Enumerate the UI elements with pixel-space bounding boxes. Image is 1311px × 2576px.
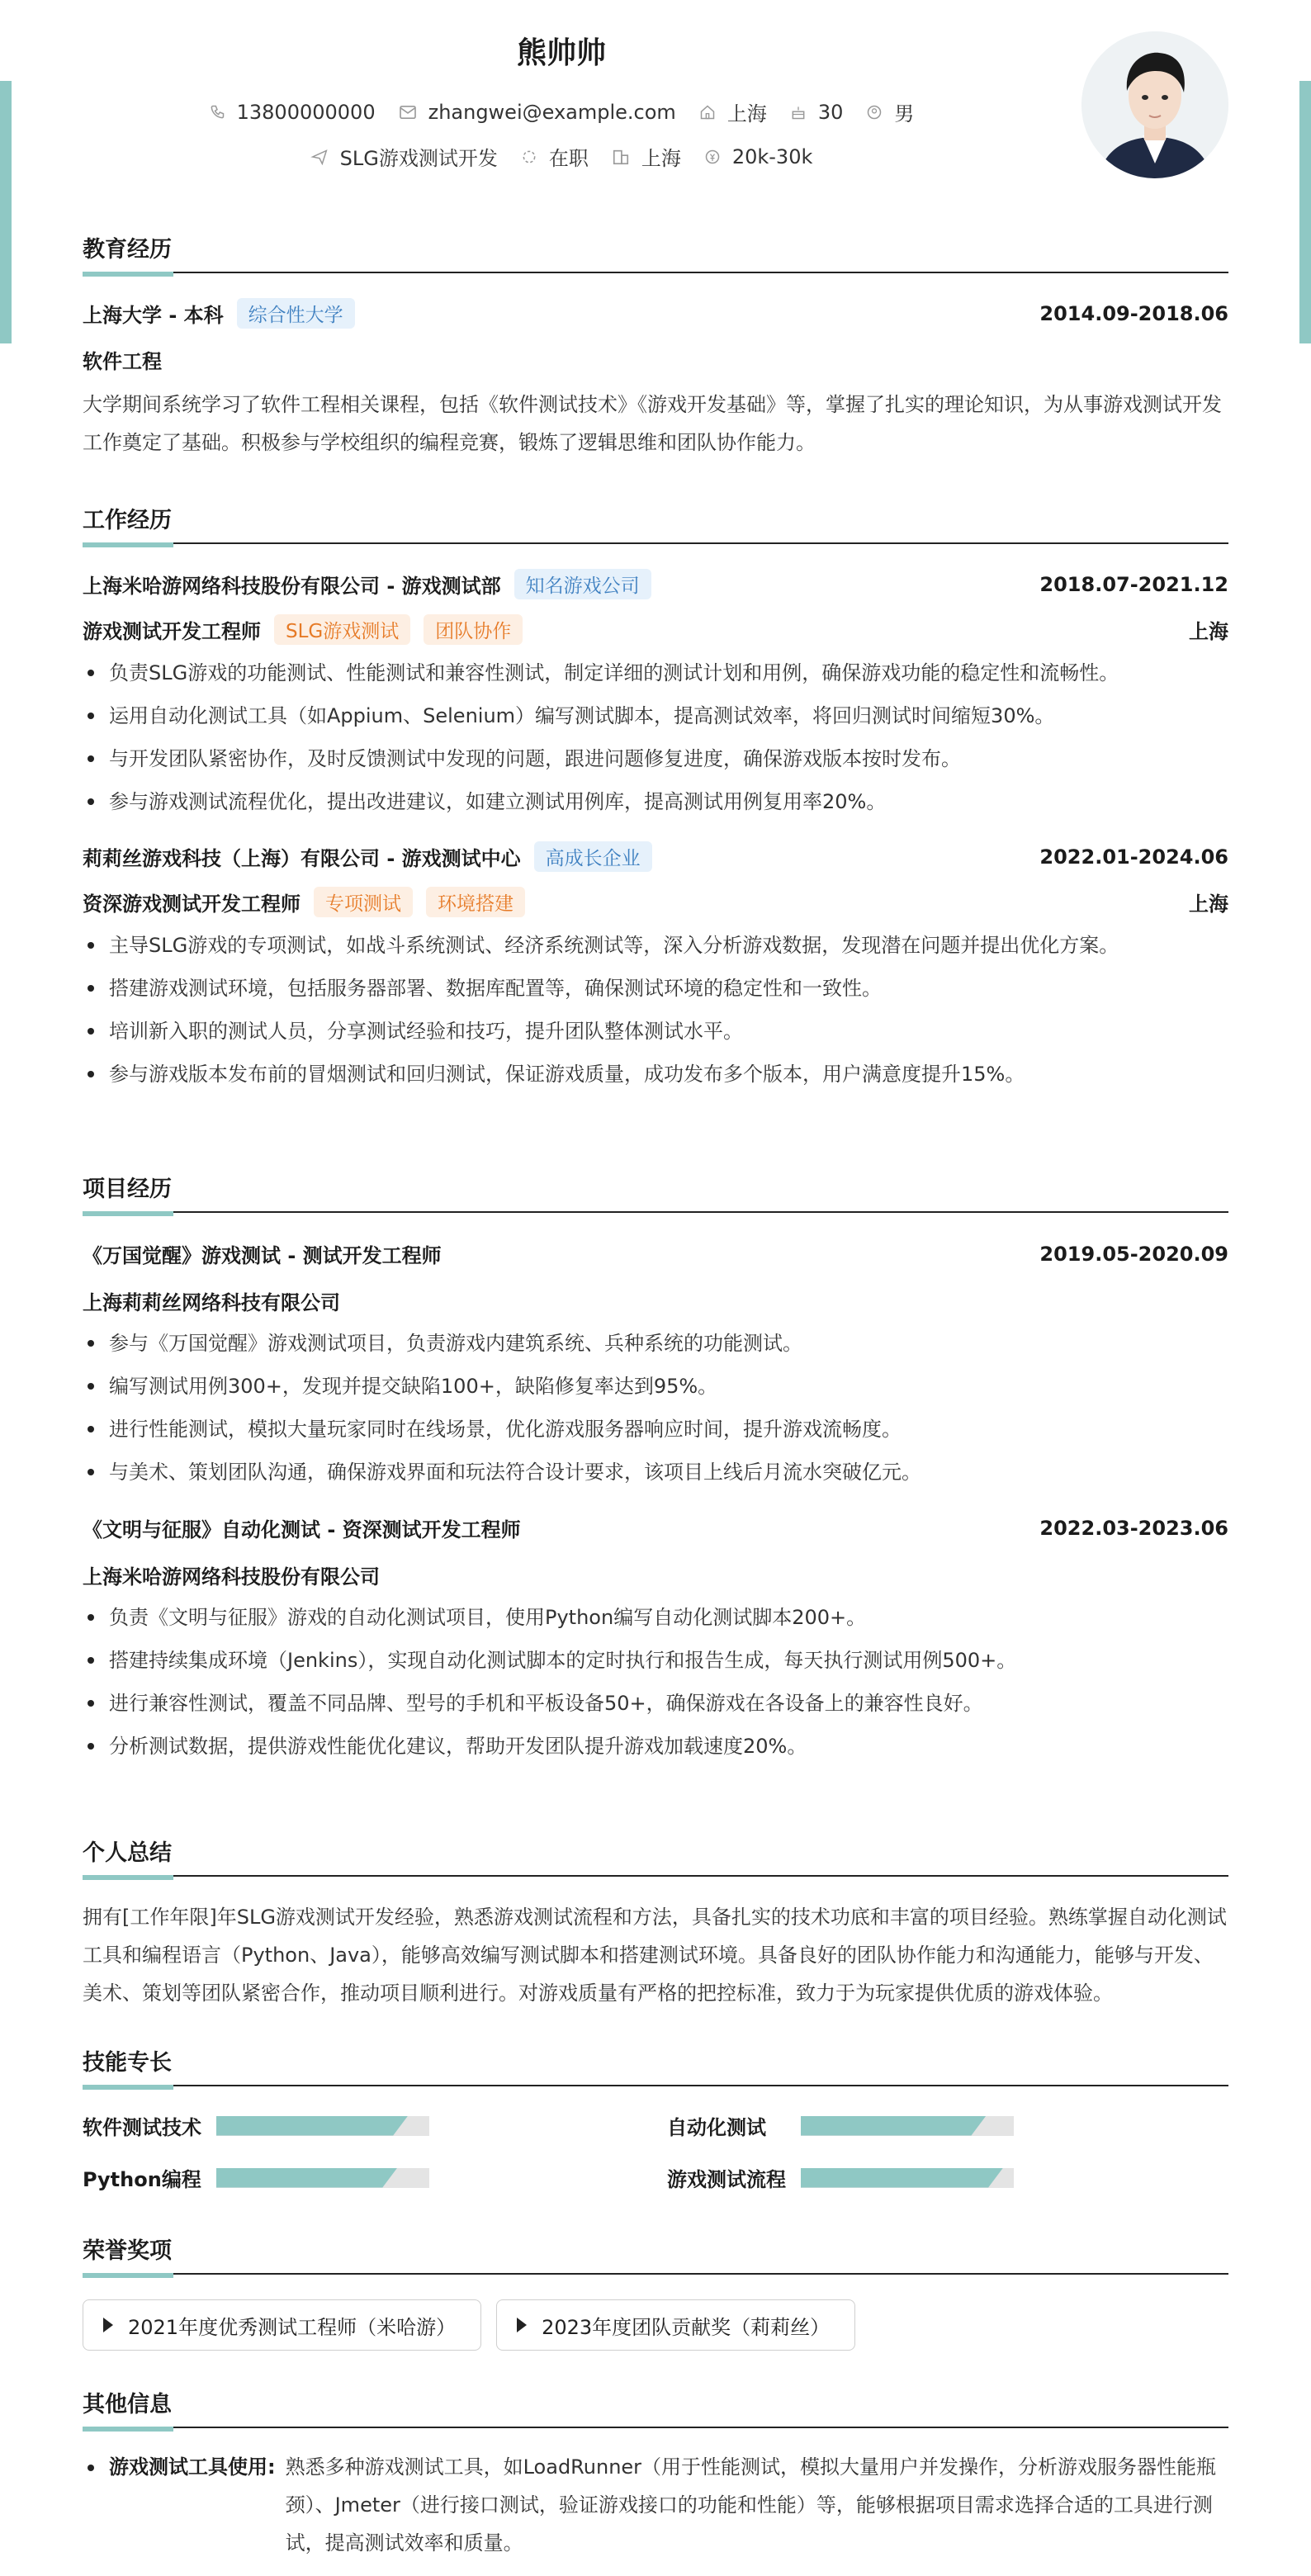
skill-name: Python编程 (83, 2168, 201, 2191)
company-tag: 高成长企业 (534, 841, 652, 872)
list-item: 进行兼容性测试，覆盖不同品牌、型号的手机和平板设备50+，确保游戏在各设备上的兼容性良好。 (83, 1682, 1228, 1725)
gender-info (866, 97, 914, 126)
position-text: SLG游戏测试开发 (339, 147, 498, 170)
project-bullets (83, 1596, 1228, 1768)
candidate-name: 熊帅帅 (516, 36, 606, 70)
summary-title: 个人总结 (83, 1835, 1228, 1877)
education-header (83, 298, 1228, 329)
city-text: 上海 (726, 102, 767, 125)
skill-name: 软件测试技术 (83, 2116, 201, 2139)
project-period: 2022.03-2023.06 (1039, 1516, 1228, 1540)
phone-icon (209, 104, 225, 121)
job-role: 游戏测试开发工程师 (83, 620, 261, 643)
job-entry (83, 569, 1228, 823)
award-item (83, 2299, 481, 2351)
avatar (1081, 31, 1228, 178)
home-icon (699, 104, 716, 121)
education-period: 2014.09-2018.06 (1039, 301, 1228, 325)
job-bullets (83, 924, 1228, 1096)
list-item: 搭建持续集成环境（Jenkins），实现自动化测试脚本的定时执行和报告生成，每天执行测试用例500+。 (83, 1639, 1228, 1682)
projects-section (83, 1171, 1228, 1768)
list-item: 参与游戏版本发布前的冒烟测试和回归测试，保证游戏质量，成功发布多个版本，用户满意度提升15%。 (83, 1053, 1228, 1096)
job-period: 2018.07-2021.12 (1039, 572, 1228, 596)
award-item (496, 2299, 855, 2351)
mail-icon (399, 105, 417, 120)
school-tag: 综合性大学 (237, 298, 355, 329)
salary-info (704, 145, 813, 168)
status-text: 在职 (548, 147, 589, 170)
project-period: 2019.05-2020.09 (1039, 1242, 1228, 1266)
job-header (83, 841, 1228, 872)
award-label: 2021年度优秀测试工程师（米哈游） (128, 2315, 457, 2339)
skill-bar (216, 2116, 429, 2136)
skill-bar-fill (216, 2168, 397, 2188)
project-header (83, 1513, 1228, 1542)
awards-list (83, 2299, 1228, 2351)
skill-name: 游戏测试流程 (667, 2168, 786, 2191)
project-entry (83, 1513, 1228, 1768)
company-name: 上海米哈游网络科技股份有限公司 - 游戏测试部 (83, 575, 501, 598)
skills-title: 技能专长 (83, 2044, 1228, 2086)
list-item: 搭建游戏测试环境，包括服务器部署、数据库配置等，确保测试环境的稳定性和一致性。 (83, 967, 1228, 1010)
job-header (83, 569, 1228, 599)
list-item: 与开发团队紧密协作，及时反馈测试中发现的问题，跟进问题修复进度，确保游戏版本按时发布。 (83, 737, 1228, 780)
skill-tag: 团队协作 (424, 614, 523, 645)
project-entry (83, 1239, 1228, 1494)
list-item: 参与游戏测试流程优化，提出改进建议，如建立测试用例库，提高测试用例复用率20%。 (83, 780, 1228, 823)
list-item: 培训新入职的测试人员，分享测试经验和技巧，提升团队整体测试水平。 (83, 1010, 1228, 1053)
other-label: 游戏测试工具使用: (109, 2455, 276, 2479)
other-title: 其他信息 (83, 2386, 1228, 2428)
project-name: 《万国觉醒》游戏测试 - 测试开发工程师 (83, 1244, 442, 1267)
list-item: 负责《文明与征服》游戏的自动化测试项目，使用Python编写自动化测试脚本200+。 (83, 1596, 1228, 1639)
skill-item (667, 2111, 1228, 2140)
avatar-portrait (1081, 31, 1228, 178)
education-description: 大学期间系统学习了软件工程相关课程，包括《软件测试技术》《游戏开发基础》等，掌握了扎实的理论知识，为从事游戏测试开发工作奠定了基础。积极参与学校组织的编程竞赛，锻炼了逻辑思维和团队协作能力。 (83, 393, 1222, 454)
status-info (521, 142, 589, 171)
job-role-row (83, 887, 1228, 917)
skill-bar-fill (801, 2116, 986, 2136)
other-section (83, 2386, 1228, 2562)
school-name: 上海大学 - 本科 (83, 304, 224, 327)
building-icon (612, 148, 630, 166)
skill-item (83, 2163, 667, 2192)
skill-name: 自动化测试 (667, 2116, 766, 2139)
project-company: 上海莉莉丝网络科技有限公司 (83, 1291, 340, 1314)
company-name: 莉莉丝游戏科技（上海）有限公司 - 游戏测试中心 (83, 847, 521, 870)
work-section (83, 502, 1228, 1096)
salary-text: 20k-30k (731, 144, 813, 168)
awards-title: 荣誉奖项 (83, 2233, 1228, 2275)
summary-text: 拥有[工作年限]年SLG游戏测试开发经验，熟悉游戏测试流程和方法，具备扎实的技术功底和丰富的项目经验。熟练掌握自动化测试工具和编程语言（Python、Java），能够高效编写测试脚本和搭建测试环境。具备良好的团队协作能力和沟通能力，能够与开发、美术、策划等团队紧密合作，推动项目顺利进行。对游戏质量有严格的把控标准，致力于为玩家提供优质的游戏体验。 (83, 1906, 1227, 2005)
gender-text: 男 (894, 102, 915, 125)
email-info (399, 101, 676, 124)
major: 软件工程 (83, 350, 162, 373)
skill-tag: 专项测试 (314, 887, 413, 917)
skill-item (83, 2111, 667, 2140)
target-city-text: 上海 (641, 147, 681, 170)
company-tag: 知名游戏公司 (514, 569, 651, 599)
other-text: 熟悉多种游戏测试工具，如LoadRunner（用于性能测试，模拟大量用户并发操作，分析游戏服务器性能瓶颈）、Jmeter（进行接口测试，验证游戏接口的功能和性能）等，能够根据项目需求选择合适的工具进行测试，提高测试效率和质量。 (285, 2455, 1217, 2555)
work-title: 工作经历 (83, 502, 1228, 544)
award-label: 2023年度团队贡献奖（莉莉丝） (542, 2315, 831, 2339)
skill-tag: 环境搭建 (426, 887, 525, 917)
summary-section (83, 1835, 1228, 2012)
cake-icon (790, 104, 807, 121)
triangle-icon (103, 2318, 113, 2332)
position-info (310, 142, 498, 171)
age-info (790, 101, 844, 124)
education-title: 教育经历 (83, 231, 1228, 273)
list-item: 进行性能测试，模拟大量玩家同时在线场景，优化游戏服务器响应时间，提升游戏流畅度。 (83, 1408, 1228, 1451)
job-period: 2022.01-2024.06 (1039, 845, 1228, 869)
skill-bar (801, 2116, 1014, 2136)
triangle-icon (517, 2318, 527, 2332)
skill-bar-fill (801, 2168, 1003, 2188)
education-section (83, 231, 1228, 462)
job-role: 资深游戏测试开发工程师 (83, 893, 301, 916)
phone-text: 13800000000 (236, 100, 376, 124)
list-item: 编写测试用例300+，发现并提交缺陷100+，缺陷修复率达到95%。 (83, 1365, 1228, 1408)
email-text: zhangwei@example.com (428, 100, 676, 124)
target-city-info (612, 142, 681, 171)
contact-row (0, 97, 1123, 126)
awards-section (83, 2233, 1228, 2351)
money-icon (704, 149, 721, 165)
list-item: 与美术、策划团队沟通，确保游戏界面和玩法符合设计要求，该项目上线后月流水突破亿元。 (83, 1451, 1228, 1494)
phone-info (209, 101, 376, 124)
list-item: 负责SLG游戏的功能测试、性能测试和兼容性测试，制定详细的测试计划和用例，确保游戏功能的稳定性和流畅性。 (83, 651, 1228, 694)
status-icon (521, 149, 537, 165)
list-item: 分析测试数据，提供游戏性能优化建议，帮助开发团队提升游戏加载速度20%。 (83, 1725, 1228, 1768)
project-bullets (83, 1322, 1228, 1494)
age-text: 30 (817, 100, 844, 124)
projects-title: 项目经历 (83, 1171, 1228, 1213)
job-entry (83, 841, 1228, 1096)
skill-bar-fill (216, 2116, 408, 2136)
list-item: 运用自动化测试工具（如Appium、Selenium）编写测试脚本，提高测试效率，将回归测试时间缩短30%。 (83, 694, 1228, 737)
skills-section (83, 2044, 1228, 2192)
project-company: 上海米哈游网络科技股份有限公司 (83, 1565, 380, 1589)
resume-header (0, 0, 1311, 198)
list-item: 主导SLG游戏的专项测试，如战斗系统测试、经济系统测试等，深入分析游戏数据，发现潜在问题并提出优化方案。 (83, 924, 1228, 967)
job-location: 上海 (1189, 893, 1228, 916)
paper-plane-icon (310, 149, 329, 165)
city-info (699, 97, 767, 126)
skills-grid (83, 2111, 1228, 2192)
gender-icon (866, 104, 883, 121)
job-role-row (83, 614, 1228, 645)
project-header (83, 1239, 1228, 1268)
skill-tag: SLG游戏测试 (274, 614, 410, 645)
other-item (83, 2448, 1228, 2562)
skill-bar (216, 2168, 429, 2188)
job-location: 上海 (1189, 620, 1228, 643)
job-bullets (83, 651, 1228, 823)
job-intent-row (0, 142, 1123, 171)
skill-item (667, 2163, 1228, 2192)
list-item: 参与《万国觉醒》游戏测试项目，负责游戏内建筑系统、兵种系统的功能测试。 (83, 1322, 1228, 1365)
skill-bar (801, 2168, 1014, 2188)
project-name: 《文明与征服》自动化测试 - 资深测试开发工程师 (83, 1518, 521, 1541)
